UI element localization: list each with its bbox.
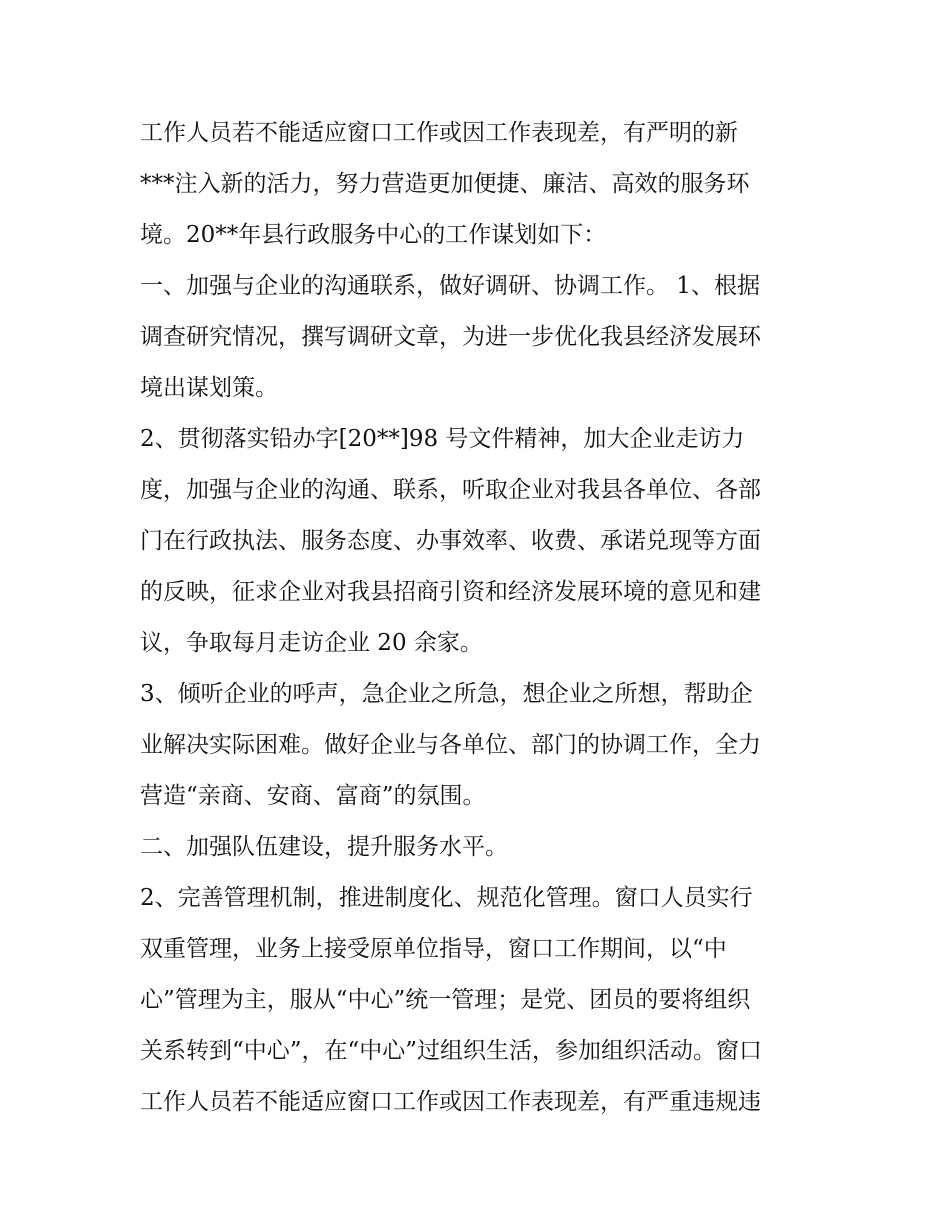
text-line-8: 度，加强与企业的沟通、联系，听取企业对我县各单位、各部 [140, 477, 761, 503]
text-line-6: 境出谋划策。 [140, 375, 278, 401]
text-line-2: ***注入新的活力，努力营造更加便捷、廉洁、高效的服务环 [140, 171, 750, 197]
text-line-9: 门在行政执法、服务态度、办事效率、收费、承诺兑现等方面 [140, 528, 761, 554]
section-heading-1: 一、加强与企业的沟通联系，做好调研、协调工作。 1、根据 [140, 273, 760, 299]
text-line-12: 3、倾听企业的呼声，急企业之所急，想企业之所想，帮助企 [140, 681, 753, 707]
text-line-10: 的反映，征求企业对我县招商引资和经济发展环境的意见和建 [140, 579, 761, 605]
text-line-17: 双重管理，业务上接受原单位指导，窗口工作期间，以“中 [140, 936, 727, 962]
text-line-13: 业解决实际困难。做好企业与各单位、部门的协调工作，全力 [140, 732, 761, 758]
text-line-20: 工作人员若不能适应窗口工作或因工作表现差，有严重违规违 [140, 1089, 761, 1115]
text-line-19: 关系转到“中心”，在“中心”过组织生活，参加组织活动。窗口 [140, 1038, 763, 1064]
section-heading-2: 二、加强队伍建设，提升服务水平。 [140, 834, 508, 860]
text-line-7: 2、贯彻落实铅办字[20**]98 号文件精神，加大企业走访力 [140, 426, 745, 452]
text-line-3: 境。20**年县行政服务中心的工作谋划如下： [140, 222, 607, 248]
text-line-1: 工作人员若不能适应窗口工作或因工作表现差，有严明的新 [140, 120, 738, 146]
text-line-16: 2、完善管理机制，推进制度化、规范化管理。窗口人员实行 [140, 885, 753, 911]
text-line-14: 营造“亲商、安商、富商”的氛围。 [140, 783, 486, 809]
text-line-11: 议，争取每月走访企业 20 余家。 [140, 630, 483, 656]
text-line-18: 心”管理为主，服从“中心”统一管理；是党、团员的要将组织 [140, 987, 751, 1013]
text-line-5: 调查研究情况，撰写调研文章，为进一步优化我县经济发展环 [140, 324, 761, 350]
document-body [140, 108, 820, 1128]
